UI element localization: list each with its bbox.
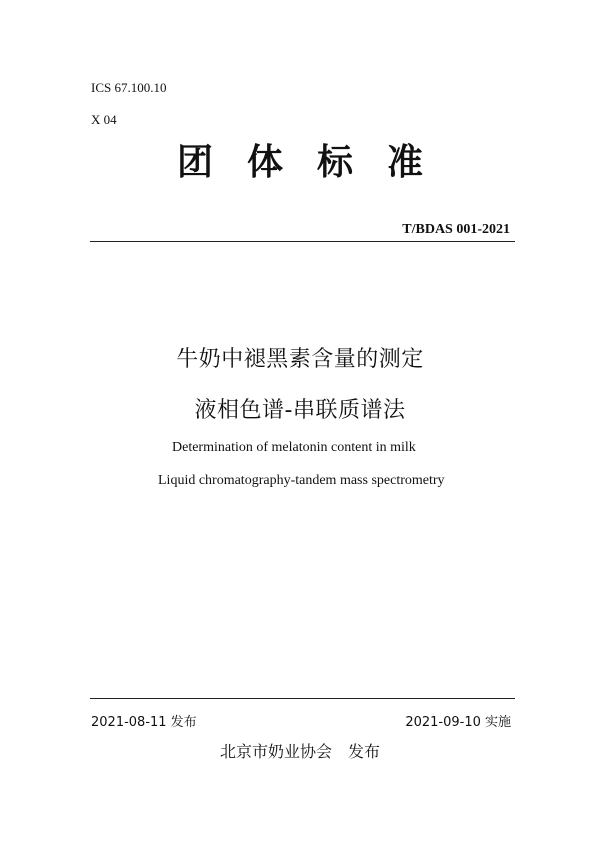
- document-type-heading: 团体标准: [176, 142, 457, 183]
- title-english-line-2: Liquid chromatography-tandem mass spectrometry: [158, 473, 445, 488]
- bottom-divider: [90, 698, 515, 699]
- publisher-name: 北京市奶业协会: [219, 742, 332, 761]
- title-english-line-1: Determination of melatonin content in milk: [172, 440, 416, 455]
- implementation-date: 2021-09-10 实施: [405, 715, 511, 730]
- ccs-code: X 04: [91, 112, 117, 127]
- issue-date: 2021-08-11 发布: [91, 715, 197, 730]
- top-divider: [90, 241, 515, 242]
- title-chinese-line-2: 液相色谱-串联质谱法: [194, 398, 406, 423]
- standard-number: T/BDAS 001-2021: [402, 222, 510, 237]
- ics-code: ICS 67.100.10: [91, 80, 167, 95]
- publish-label: 发布: [348, 742, 381, 761]
- title-chinese-line-1: 牛奶中褪黑素含量的测定: [176, 347, 424, 372]
- publisher-line: [0, 739, 600, 762]
